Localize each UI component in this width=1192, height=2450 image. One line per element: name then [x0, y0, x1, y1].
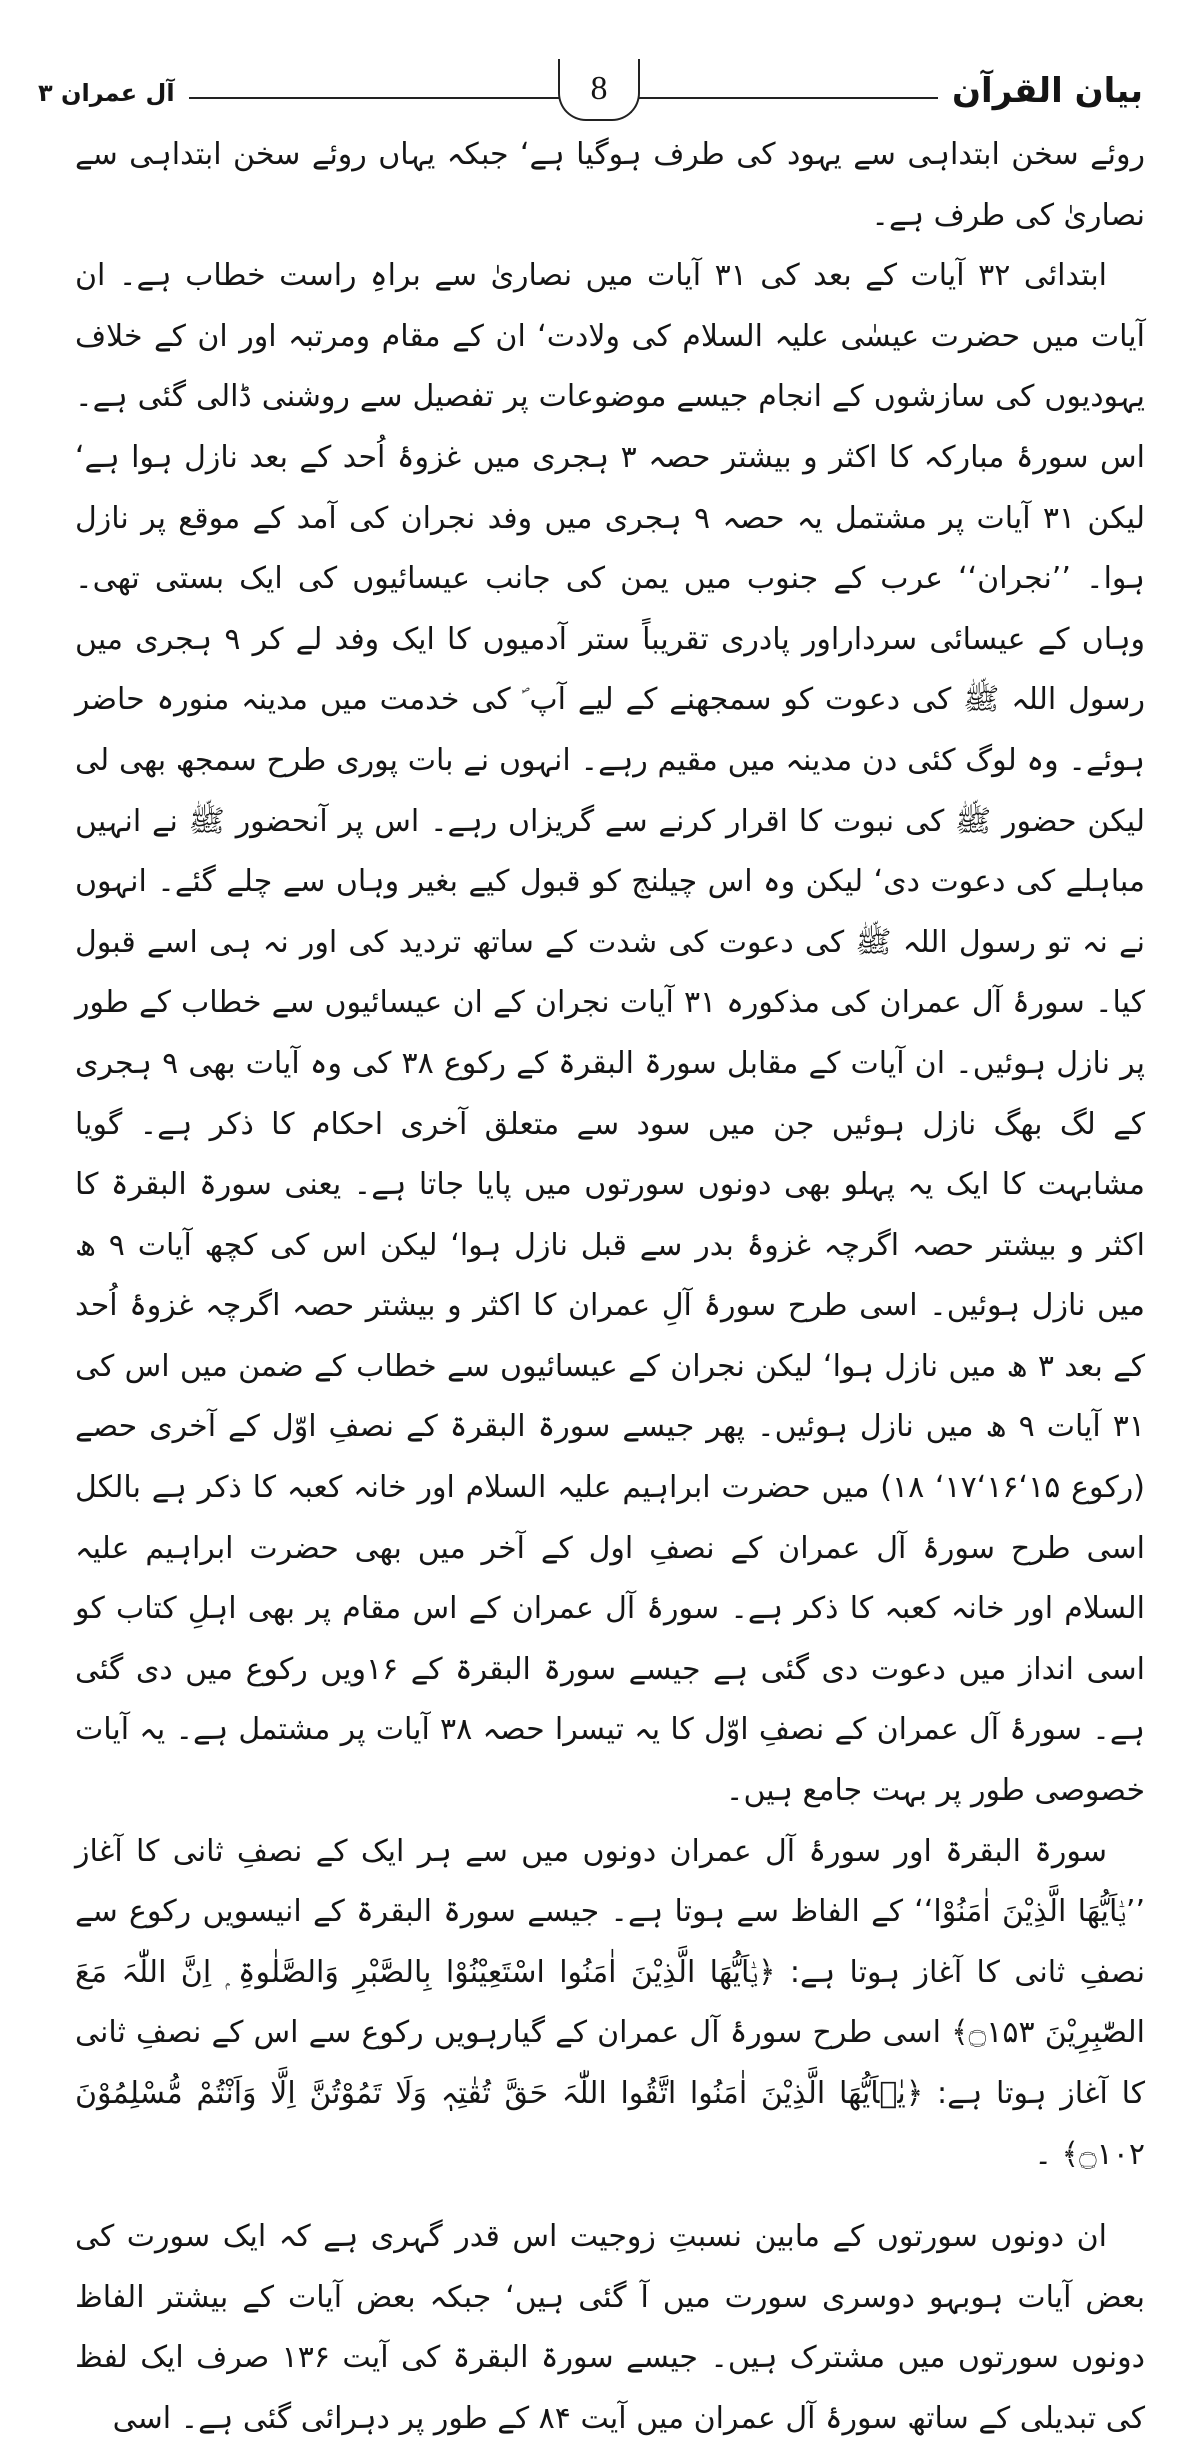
paragraph-continuation: روئے سخن ابتداہی سے یہود کی طرف ہوگیا ہے‘ جبکہ یہاں روئے سخن ابتداہی سے نصاریٰ کی طرف ہے۔	[75, 137, 1145, 233]
page-body	[75, 125, 1145, 2450]
paragraph: سورۃ البقرۃ اور سورۂ آل عمران دونوں میں سے ہر ایک کے نصفِ ثانی کا آغاز ’’یٰۤاَیُّھَا الَّذِیْنَ اٰمَنُوْا‘‘ کے الفاظ سے ہوتا ہے۔ جیسے سورۃ البقرۃ کے انیسویں رکوع سے نصفِ ثانی کا آغاز ہوتا ہے: ﴿یٰۤاَیُّھَا الَّذِیْنَ اٰمَنُوا اسْتَعِیْنُوْا بِالصَّبْرِ وَالصَّلٰوۃِ ۭ اِنَّ اللّٰہَ مَعَ الصّٰبِرِیْنَ ۝۱۵۳﴾ اسی طرح سورۂ آل عمران کے گیارہویں رکوع سے اس کے نصفِ ثانی کا آغاز ہوتا ہے: ﴿یٰۤاَیُّھَا الَّذِیْنَ اٰمَنُوا اتَّقُوا اللّٰہَ حَقَّ تُقٰتِہٖ وَلَا تَمُوْتُنَّ اِلَّا وَاَنْتُمْ مُّسْلِمُوْنَ ۝۱۰۲﴾ ۔	[75, 1833, 1145, 2172]
page-number: 8	[558, 59, 640, 121]
book-title: بیان القرآن	[938, 69, 1143, 113]
surah-title: آل عمران ۳	[38, 73, 189, 113]
paragraph: ان دونوں سورتوں کے مابین نسبتِ زوجیت اس قدر گہری ہے کہ ایک سورت کی بعض آیات ہوبہو دوسری سورت میں آ گئی ہیں‘ جبکہ بعض آیات کے بیشتر الفاظ دونوں سورتوں میں مشترک ہیں۔ جیسے سورۃ البقرۃ کی آیت ۱۳۶ صرف ایک لفظ کی تبدیلی کے ساتھ سورۂ آل عمران میں آیت ۸۴ کے طور پر دہرائی گئی ہے۔ اسی	[75, 2219, 1145, 2436]
page-header	[38, 55, 1143, 125]
paragraph: ابتدائی ۳۲ آیات کے بعد کی ۳۱ آیات میں نصاریٰ سے براہِ راست خطاب ہے۔ ان آیات میں حضرت عیسٰی علیہ السلام کی ولادت‘ ان کے مقام ومرتبہ اور ان کے خلاف یہودیوں کی سازشوں کے انجام جیسے موضوعات پر تفصیل سے روشنی ڈالی گئی ہے۔ اس سورۂ مبارکہ کا اکثر و بیشتر حصہ ۳ ہجری میں غزوۂ اُحد کے بعد نازل ہوا ہے‘ لیکن ۳۱ آیات پر مشتمل یہ حصہ ۹ ہجری میں وفد نجران کی آمد کے موقع پر نازل ہوا۔ ’’نجران‘‘ عرب کے جنوب میں یمن کی جانب عیسائیوں کی ایک بستی تھی۔ وہاں کے عیسائی سرداراور پادری تقریباً ستر آدمیوں کا ایک وفد لے کر ۹ ہجری میں رسول اللہ ﷺ کی دعوت کو سمجھنے کے لیے آپ ؐ کی خدمت میں مدینہ منورہ حاضر ہوئے۔ وہ لوگ کئی دن مدینہ میں مقیم رہے۔ انہوں نے بات پوری طرح سمجھ بھی لی لیکن حضور ﷺ کی نبوت کا اقرار کرنے سے گریزاں رہے۔ اس پر آنحضور ﷺ نے انہیں مباہلے کی دعوت دی‘ لیکن وہ اس چیلنج کو قبول کیے بغیر وہاں سے چلے گئے۔ انہوں نے نہ تو رسول اللہ ﷺ کی دعوت کی شدت کے ساتھ تردید کی اور نہ ہی اسے قبول کیا۔ سورۂ آل عمران کی مذکورہ ۳۱ آیات نجران کے ان عیسائیوں سے خطاب کے طور پر نازل ہوئیں۔ ان آیات کے مقابل سورۃ البقرۃ کے رکوع ۳۸ کی وہ آیات بھی ۹ ہجری کے لگ بھگ نازل ہوئیں جن میں سود سے متعلق آخری احکام کا ذکر ہے۔ گویا مشابہت کا ایک یہ پہلو بھی دونوں سورتوں میں پایا جاتا ہے۔ یعنی سورۃ البقرۃ کا اکثر و بیشتر حصہ اگرچہ غزوۂ بدر سے قبل نازل ہوا‘ لیکن اس کی کچھ آیات ۹ ھ میں نازل ہوئیں۔ اسی طرح سورۂ آلِ عمران کا اکثر و بیشتر حصہ اگرچہ غزوۂ اُحد کے بعد ۳ ھ میں نازل ہوا‘ لیکن نجران کے عیسائیوں سے خطاب کے ضمن میں اس کی ۳۱ آیات ۹ ھ میں نازل ہوئیں۔ پھر جیسے سورۃ البقرۃ کے نصفِ اوّل کے آخری حصے (رکوع ۱۵‘۱۶‘۱۷‘ ۱۸) میں حضرت ابراہیم علیہ السلام اور خانہ کعبہ کا ذکر ہے بالکل اسی طرح سورۂ آل عمران کے نصفِ اول کے آخر میں بھی حضرت ابراہیم علیہ السلام اور خانہ کعبہ کا ذکر ہے۔ سورۂ آل عمران کے اس مقام پر بھی اہلِ کتاب کو اسی انداز میں دعوت دی گئی ہے جیسے سورۃ البقرۃ کے ۱۶ویں رکوع میں دی گئی ہے۔ سورۂ آل عمران کے نصفِ اوّل کا یہ تیسرا حصہ ۳۸ آیات پر مشتمل ہے۔ یہ آیات خصوصی طور پر بہت جامع ہیں۔	[75, 258, 1146, 1809]
